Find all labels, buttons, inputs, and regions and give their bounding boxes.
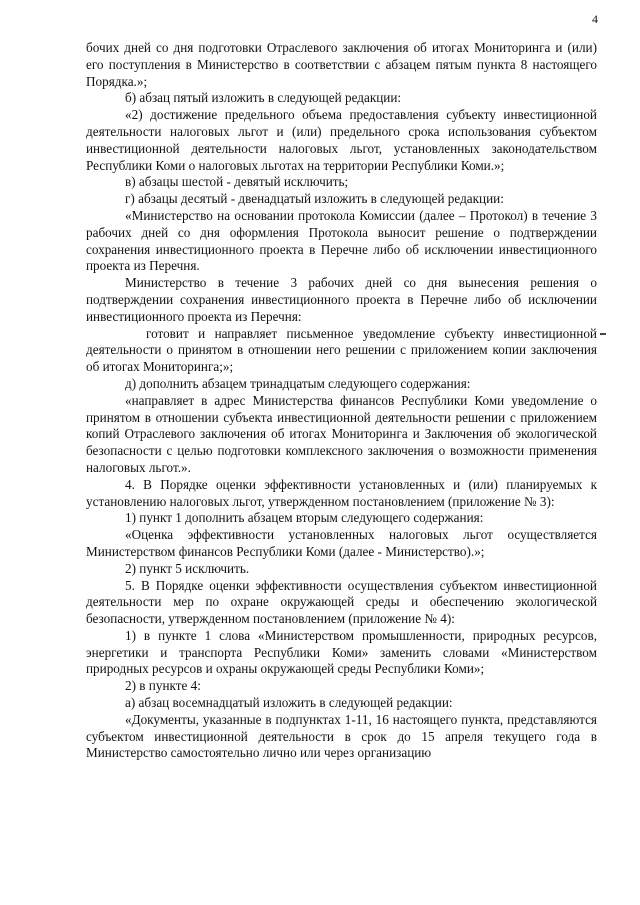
paragraph-item-4: 4. В Порядке оценки эффективности установленных и (или) планируемых к установлению налоговых льгот, утвержденном постановлением (приложение № 3): [86,476,597,509]
page-number: 4 [592,12,598,26]
paragraph-item-4-1: 1) пункт 1 дополнить абзацем вторым следующего содержания: [125,510,484,526]
paragraph-v: в) абзацы шестой - девятый исключить; [125,174,349,190]
paragraph-documents-quote: «Документы, указанные в подпунктах 1-11, 16 настоящего пункта, представляются субъектом инвестиционной деятельности в срок до 15 апреля текущего года в Министерство самостоятельно лично или через организацию [86,711,597,761]
paragraph-sends-notice: «направляет в адрес Министерства финансов Республики Коми уведомление о принятом в отношении субъекта инвестиционной деятельности решении с приложением копий Отраслевого заключения об итогах Мониторинга и Заключения об экологической безопасности с целью подготовки комплексного заключения о возможности применения налоговых льгот.». [86,392,597,475]
document-body [86,40,597,762]
paragraph-prepares-notice: готовит и направляет письменное уведомление субъекту инвестиционной деятельности о принятом в отношении него решении с приложением копии заключения об итогах Мониторинга;»; [86,325,597,375]
scan-mark [600,333,606,335]
paragraph-ministry-protocol: «Министерство на основании протокола Комиссии (далее – Протокол) в течение 3 рабочих дней со дня оформления Протокола выносит решение о подтверждении сохранения инвестиционного проекта в Перечне либо об исключении инвестиционного проекта из Перечня. [86,207,597,274]
paragraph-ministry-3-days: Министерство в течение 3 рабочих дней со дня вынесения решения о подтверждении сохранения инвестиционного проекта в Перечне либо об исключении инвестиционного проекта из Перечня: [86,275,597,324]
paragraph-item-5: 5. В Порядке оценки эффективности осуществления субъектом инвестиционной деятельности мер по охране окружающей среды и обеспечению экологической безопасности, утвержденном постановлением (приложение № 4): [86,577,597,627]
paragraph-item-4-2: 2) пункт 5 исключить. [125,560,250,576]
paragraph-d: д) дополнить абзацем тринадцатым следующего содержания: [125,375,471,391]
paragraph-item-5-1: 1) в пункте 1 слова «Министерством промышленности, природных ресурсов, энергетики и транспорта Республики Коми» заменить словами «Министерством природных ресурсов и охраны окружающей среды Республики Коми»; [86,627,597,677]
paragraph-g: г) абзацы десятый - двенадцатый изложить в следующей редакции: [125,191,504,207]
paragraph-evaluation-quote: «Оценка эффективности установленных налоговых льгот осуществляется Министерством финансов Республики Коми (далее - Министерство).»; [86,527,597,559]
paragraph-item-5-2: 2) в пункте 4: [125,678,201,694]
paragraph-continuation: бочих дней со дня подготовки Отраслевого заключения об итогах Мониторинга и (или) его поступления в Министерство в соответствии с абзацем пятым пункта 8 настоящего Порядка.»; [86,40,597,89]
paragraph-item-5-2-a: а) абзац восемнадцатый изложить в следующей редакции: [125,695,453,711]
paragraph-quote-2: «2) достижение предельного объема предоставления субъекту инвестиционной деятельности налоговых льгот и (или) предельного срока использования субъектом инвестиционной деятельности налоговых льгот, установленных законодательством Республики Коми о налоговых льготах на территории Республики Коми.»; [86,107,597,173]
paragraph-b: б) абзац пятый изложить в следующей редакции: [125,90,402,106]
